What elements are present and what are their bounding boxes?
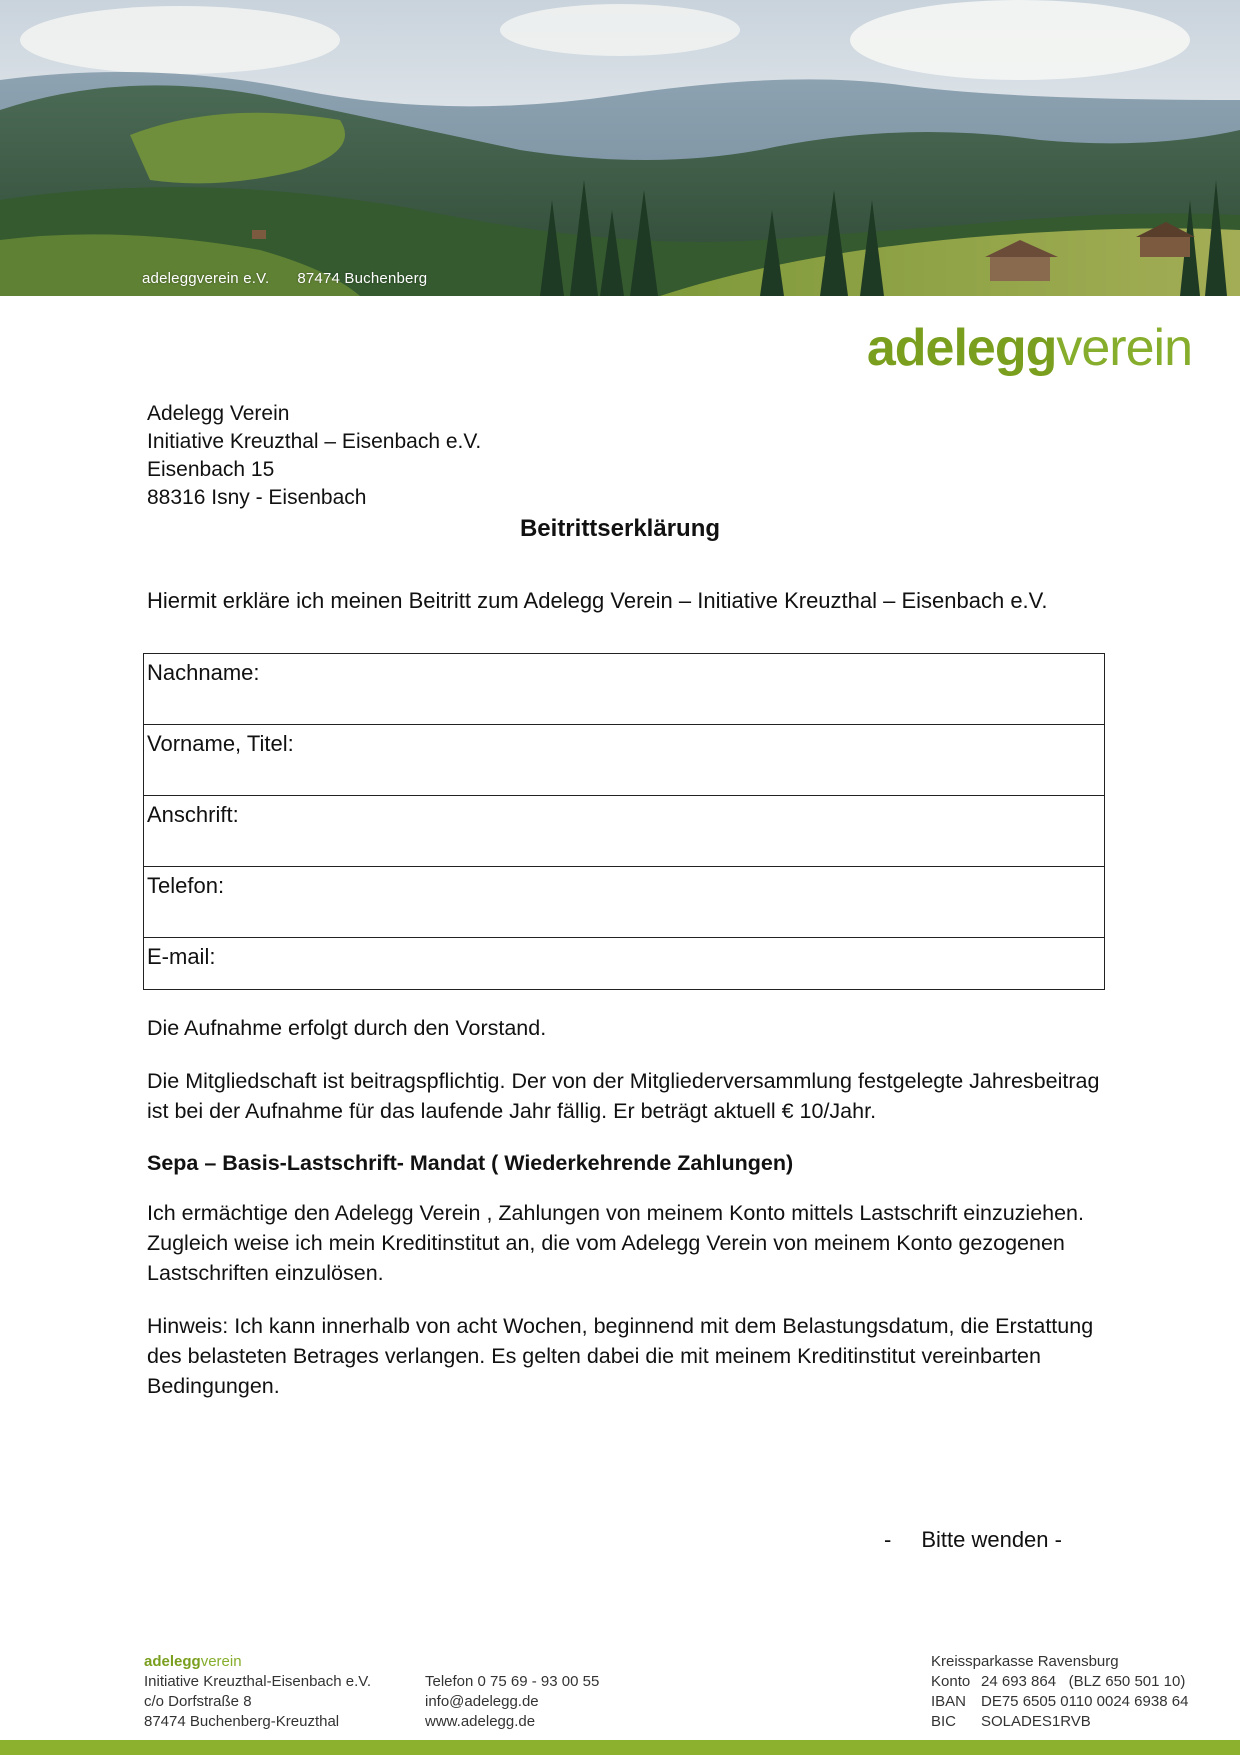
logo-bold-part: adelegg bbox=[866, 319, 1057, 377]
member-form-table bbox=[143, 653, 1105, 990]
landscape-photo bbox=[0, 0, 1240, 296]
footer-bank-details bbox=[931, 1652, 1188, 1732]
footer-email-link[interactable]: info@adelegg.de bbox=[425, 1693, 539, 1710]
footer-bank-konto bbox=[931, 1672, 1188, 1692]
please-turn-note bbox=[884, 1527, 1062, 1553]
adeleggverein-logo bbox=[867, 318, 1192, 378]
form-label: Vorname, Titel: bbox=[147, 731, 294, 756]
form-label: Telefon: bbox=[147, 873, 225, 898]
bank-label: Konto bbox=[931, 1673, 971, 1690]
logo-regular-part: verein bbox=[1056, 319, 1192, 377]
footer-contact bbox=[425, 1672, 599, 1732]
header-landscape-banner bbox=[0, 0, 1240, 296]
footer-organization bbox=[144, 1652, 371, 1732]
sepa-heading: Sepa – Basis-Lastschrift- Mandat ( Wiederkehrende Zahlungen) bbox=[147, 1151, 794, 1175]
turn-dash: - bbox=[884, 1527, 892, 1552]
footer-org-line: Initiative Kreuzthal-Eisenbach e.V. bbox=[144, 1673, 372, 1690]
bank-value: DE75 6505 0110 0024 6938 64 bbox=[981, 1693, 1189, 1710]
footer-website-link[interactable]: www.adelegg.de bbox=[425, 1713, 536, 1730]
form-row-vorname[interactable] bbox=[144, 725, 1104, 796]
footer-brand-regular: verein bbox=[200, 1653, 242, 1670]
recipient-line: 88316 Isny - Eisenbach bbox=[147, 486, 367, 509]
sepa-mandate-paragraph: Ich ermächtige den Adelegg Verein , Zahlungen von meinem Konto mittels Lastschrift einzuziehen. Zugleich weise ich mein Kreditinstitut an, die vom Adelegg Verein von meinem Konto gezogenen Lastschriften einzulösen. bbox=[147, 1201, 1084, 1285]
recipient-address bbox=[147, 400, 481, 512]
form-row-anschrift[interactable] bbox=[144, 796, 1104, 867]
footer-org-line: c/o Dorfstraße 8 bbox=[144, 1693, 252, 1710]
document-title: Beitrittserklärung bbox=[519, 515, 721, 542]
footer-green-bar bbox=[0, 1740, 1240, 1755]
footer-phone: Telefon 0 75 69 - 93 00 55 bbox=[425, 1673, 600, 1690]
bank-value: SOLADES1RVB bbox=[981, 1713, 1091, 1730]
banner-caption-place: 87474 Buchenberg bbox=[297, 270, 428, 287]
recipient-line: Adelegg Verein bbox=[147, 402, 290, 425]
footer-bank-name: Kreissparkasse Ravensburg bbox=[931, 1653, 1119, 1670]
form-label: E-mail: bbox=[147, 944, 216, 969]
turn-text: Bitte wenden - bbox=[921, 1527, 1062, 1552]
admission-note: Die Aufnahme erfolgt durch den Vorstand. bbox=[147, 1016, 547, 1040]
footer-org-line: 87474 Buchenberg-Kreuzthal bbox=[144, 1713, 340, 1730]
footer-brand bbox=[144, 1652, 371, 1672]
footer-bank-bic bbox=[931, 1712, 1188, 1732]
bank-label: BIC bbox=[931, 1713, 957, 1730]
banner-caption bbox=[142, 270, 427, 287]
intro-statement: Hiermit erkläre ich meinen Beitritt zum Adelegg Verein – Initiative Kreuzthal – Eisenbach e.V. bbox=[147, 588, 1048, 613]
banner-caption-org: adeleggverein e.V. bbox=[142, 270, 270, 287]
recipient-line: Initiative Kreuzthal – Eisenbach e.V. bbox=[147, 430, 482, 453]
form-row-nachname[interactable] bbox=[144, 654, 1104, 725]
refund-notice-paragraph: Hinweis: Ich kann innerhalb von acht Wochen, beginnend mit dem Belastungsdatum, die Erstattung des belasteten Betrages verlangen. Es gelten dabei die mit meinem Kreditinstitut vereinbarten Bedingungen. bbox=[147, 1314, 1094, 1398]
form-row-email[interactable] bbox=[144, 938, 1104, 989]
form-label: Anschrift: bbox=[147, 802, 239, 827]
recipient-line: Eisenbach 15 bbox=[147, 458, 275, 481]
footer-brand-bold: adelegg bbox=[144, 1653, 201, 1670]
form-label: Nachname: bbox=[147, 660, 260, 685]
bank-value: 24 693 864 (BLZ 650 501 10) bbox=[981, 1673, 1186, 1690]
form-row-telefon[interactable] bbox=[144, 867, 1104, 938]
bank-label: IBAN bbox=[931, 1693, 967, 1710]
fee-paragraph: Die Mitgliedschaft ist beitragspflichtig. Der von der Mitgliederversammlung festgelegte Jahresbeitrag ist bei der Aufnahme für das laufende Jahr fällig. Er beträgt aktuell € 10/Jahr. bbox=[147, 1069, 1100, 1123]
footer-bank-iban bbox=[931, 1692, 1188, 1712]
